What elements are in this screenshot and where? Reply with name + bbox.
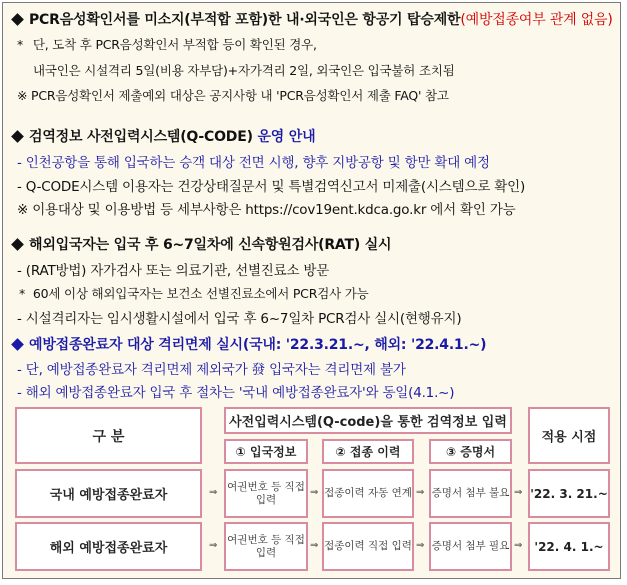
- table-cell-entry-text: 여권번호 등 직접 입력: [227, 533, 305, 559]
- table-subheader-certificate: [429, 439, 512, 464]
- arrow-icon: ⇒: [209, 540, 218, 551]
- arrow-icon: ⇒: [209, 487, 218, 498]
- section1-line1: [17, 35, 317, 53]
- table-cell-entry-text: 여권번호 등 직접 입력: [227, 480, 305, 506]
- table-subheader-entry-label: ① 입국정보: [235, 445, 297, 459]
- section3-line2: [19, 284, 368, 302]
- table-subheader-certificate-label: ③ 증명서: [445, 445, 496, 459]
- table-row-category-label: 국내 예방접종완료자: [49, 488, 168, 503]
- table-subheader-vaccine-label: ② 접종 이력: [335, 445, 401, 459]
- table-cell-certificate-text: 증명서 첨부 필요: [431, 540, 510, 552]
- section1-title: [29, 9, 613, 29]
- section2-title-blue: 운영 안내: [257, 129, 316, 145]
- arrow-icon: ⇒: [310, 540, 319, 551]
- table-header-system-label: 사전입력시스템(Q-code)을 통한 검역정보 입력: [229, 415, 507, 430]
- table-subheader-entry: [224, 439, 308, 464]
- table-header-system: [224, 407, 512, 434]
- notice-panel: [2, 2, 621, 579]
- arrow-icon: ⇒: [310, 487, 319, 498]
- table-cell-date-text: '22. 4. 1.~: [534, 539, 604, 554]
- table-cell-date: [528, 522, 610, 571]
- section2-line2: - Q-CODE시스템 이용자는 건강상태질문서 및 특별검역신고서 미제출(시스템으로 확인): [17, 179, 526, 195]
- section2-line1: - 인천공항을 통해 입국하는 승객 대상 전면 시행, 향후 지방공항 및 항만 확대 예정: [17, 155, 490, 171]
- section1-line3: ※ PCR음성확인서 제출예외 대상은 공지사항 내 'PCR음성확인서 제출 FAQ' 참고: [17, 88, 449, 103]
- arrow-icon: ⇒: [416, 540, 425, 551]
- section3-title: 해외입국자는 입국 후 6~7일차에 신속항원검사(RAT) 실시: [29, 237, 392, 253]
- table-cell-date-text: '22. 3. 21.~: [530, 486, 608, 501]
- diamond-bullet-icon: [11, 238, 24, 251]
- section1-title-main: PCR음성확인서를 미소지(부적합 포함)한 내·외국인은 항공기 탑승제한: [29, 12, 461, 28]
- section3-line2-text: 60세 이상 해외입국자는 보건소 선별진료소에서 PCR검사 가능: [32, 286, 369, 301]
- table-cell-vaccine: [322, 522, 414, 571]
- section2-title-main: 검역정보 사전입력시스템(Q-CODE): [29, 129, 253, 145]
- table-header-date: [528, 407, 610, 464]
- table-cell-vaccine: [322, 469, 414, 518]
- table-row-category: [15, 469, 202, 518]
- table-cell-certificate: [429, 522, 512, 571]
- section3-line3: - 시설격리자는 임시생활시설에서 입국 후 6~7일차 PCR검사 실시(현행유지): [17, 311, 462, 327]
- arrow-icon: ⇒: [514, 540, 523, 551]
- table-cell-entry: [224, 522, 308, 571]
- table-cell-certificate: [429, 469, 512, 518]
- table-subheader-vaccine: [322, 439, 414, 464]
- table-header-date-label: 적용 시점: [541, 430, 597, 445]
- diamond-bullet-icon: [11, 338, 24, 351]
- table-row-category: [15, 522, 202, 571]
- star-bullet-icon: *: [17, 37, 24, 52]
- star-bullet-icon: *: [19, 286, 26, 301]
- section3-line1: - (RAT방법) 자가검사 또는 의료기관, 선별진료소 방문: [17, 263, 330, 279]
- table-cell-certificate-text: 증명서 첨부 불요: [431, 487, 510, 499]
- table-cell-entry: [224, 469, 308, 518]
- diamond-bullet-icon: [11, 13, 24, 26]
- section1-line1-text: 단, 도착 후 PCR음성확인서 부적합 등이 확인된 경우,: [32, 37, 317, 52]
- table-cell-vaccine-text: 접종이력 자동 연계: [324, 487, 412, 499]
- arrow-icon: ⇒: [416, 487, 425, 498]
- table-cell-vaccine-text: 접종이력 직접 입력: [324, 540, 412, 552]
- section1-title-red: (예방접종여부 관계 없음): [460, 12, 613, 28]
- section2-line3: ※ 이용대상 및 이용방법 등 세부사항은 https://cov19ent.kdca.go.kr 에서 확인 가능: [17, 202, 516, 218]
- arrow-icon: ⇒: [514, 487, 523, 498]
- table-cell-date: [528, 469, 610, 518]
- diamond-bullet-icon: [11, 130, 24, 143]
- section1-line2: 내국인은 시설격리 5일(비용 자부담)+자가격리 2일, 외국인은 입국불허 조치됨: [33, 63, 455, 78]
- section2-title: [29, 126, 315, 146]
- table-header-category-label: 구 분: [92, 428, 125, 445]
- section4-line1: - 단, 예방접종완료자 격리면제 제외국가 發 입국자는 격리면제 불가: [17, 362, 406, 378]
- section4-title: 예방접종완료자 대상 격리면제 실시(국내: '22.3.21.~, 해외: '22.4.1.~): [29, 337, 487, 353]
- table-row-category-label: 해외 예방접종완료자: [49, 541, 168, 556]
- table-header-category: [15, 407, 202, 464]
- section4-line2: - 해외 예방접종완료자 입국 후 절차는 '국내 예방접종완료자'와 동일(4.1.~): [17, 385, 455, 401]
